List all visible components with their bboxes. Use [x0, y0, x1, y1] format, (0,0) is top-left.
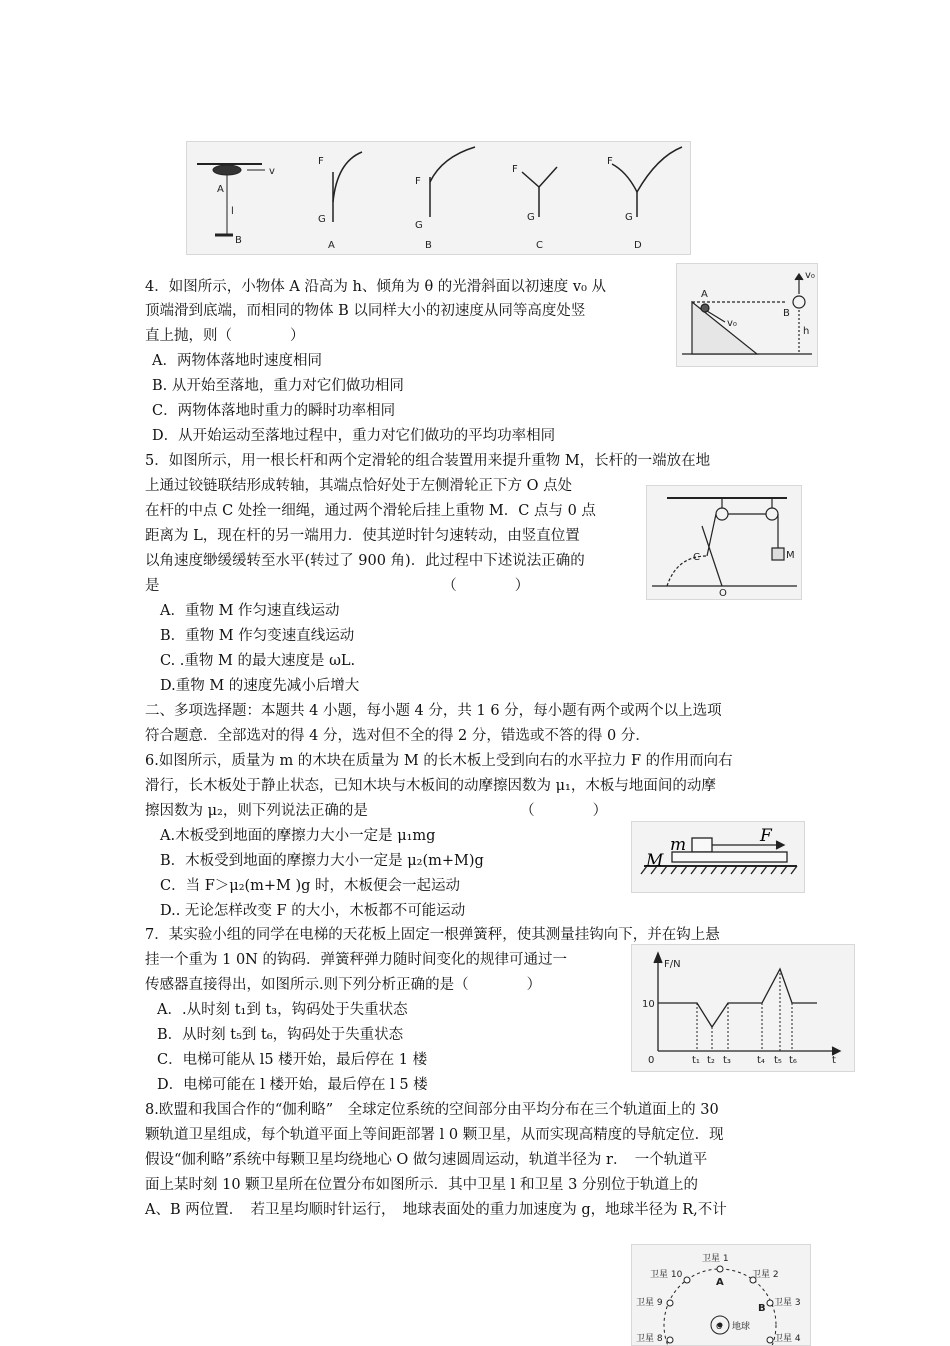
top-figure [186, 141, 691, 255]
q4-line-3: 直上抛，则（ ） [145, 328, 305, 344]
pulley-m-label: M [786, 550, 795, 561]
satellite-orbit-svg [632, 1245, 810, 1345]
earth-center-label: O [716, 1322, 723, 1331]
q5-option-d: D.重物 M 的速度先减小后增大 [160, 678, 360, 694]
graph-x-axis-label: t [832, 1055, 836, 1066]
graph-origin: 0 [648, 1055, 655, 1066]
diagram-c-label: C [536, 240, 543, 251]
orbit-a-label: A [716, 1277, 724, 1288]
q6-line-2: 滑行，长木板处于静止状态，已知木块与木板间的动摩擦因数为 μ₁，木板与地面间的动摩 [145, 778, 716, 794]
force-time-graph [632, 945, 854, 1071]
pulley-o-label: O [719, 588, 727, 599]
q4-line-1: 4．如图所示，小物体 A 沿高为 h、倾角为 θ 的光滑斜面以初速度 v₀ 从 [145, 279, 607, 295]
diagram-a-f: F [318, 156, 324, 167]
graph-tick-t5: t₅ [774, 1055, 782, 1066]
satellite-2-label: 卫星 2 [752, 1270, 779, 1280]
q8-line-3: 假设“伽利略”系统中每颗卫星均绕地心 O 做匀速圆周运动，轨道半径为 r． 一个轨道平 [145, 1152, 708, 1168]
q7-line-1: 7．某实验小组的同学在电梯的天花板上固定一根弹簧秤，使其测量挂钩向下，并在钩上悬 [145, 927, 720, 943]
incline-b-label: B [783, 308, 790, 319]
q7-option-c: C．电梯可能从 l5 楼开始，最后停在 1 楼 [157, 1052, 428, 1068]
q4-option-b: B. 从开始至落地，重力对它们做功相同 [152, 378, 404, 394]
pulley-svg [647, 486, 801, 599]
block-f-label: F [760, 826, 772, 846]
diagram-a-g: G [318, 214, 326, 225]
incline-h-label: h [803, 326, 810, 337]
graph-tick-t4: t₄ [757, 1055, 765, 1066]
q5-option-c: C. .重物 M 的最大速度是 ωL. [160, 653, 356, 669]
diagram-b-f: F [415, 176, 421, 187]
pulley-c-label: C [693, 552, 700, 563]
helicopter-b-label: B [235, 235, 242, 246]
diagram-a-label: A [328, 240, 335, 251]
q6-line-1: 6.如图所示，质量为 m 的木块在质量为 M 的长木板上受到向右的水平拉力 F 的作用而向右 [145, 753, 733, 769]
q5-option-a: A．重物 M 作匀速直线运动 [160, 603, 340, 619]
q5-option-b: B．重物 M 作匀变速直线运动 [160, 628, 355, 644]
q7-option-d: D．电梯可能在 l 楼开始，最后停在 l 5 楼 [157, 1077, 428, 1093]
diagram-d-f: F [607, 156, 613, 167]
graph-y-value: 10 [642, 999, 655, 1010]
q4-line-2: 顶端滑到底端，而相同的物体 B 以同样大小的初速度从同等高度处竖 [145, 303, 586, 319]
incline-v0-label: v₀ [727, 318, 737, 329]
vertical-v0-label: v₀ [805, 270, 815, 281]
helicopter-v-label: v [269, 166, 275, 177]
q4-option-a: A．两物体落地时速度相同 [152, 353, 322, 369]
q7-option-b: B．从时刻 t₅到 t₆，钩码处于失重状态 [157, 1027, 404, 1043]
satellite-8-label: 卫星 8 [636, 1334, 663, 1344]
graph-tick-t1: t₁ [692, 1055, 700, 1066]
graph-tick-t3: t₃ [723, 1055, 731, 1066]
q5-line-5: 以角速度缈缓缓转至水平(转过了 900 角)．此过程中下述说法正确的 [145, 553, 585, 569]
section2-line-2: 符合题意．全部选对的得 4 分，选对但不全的得 2 分，错选或不答的得 0 分． [145, 728, 650, 744]
satellite-10-label: 卫星 10 [650, 1270, 683, 1280]
diagram-d [612, 147, 682, 217]
diagram-b-label: B [425, 240, 432, 251]
orbit-b-label: B [758, 1303, 766, 1314]
helicopter-a-label: A [217, 184, 224, 195]
q7-option-a: A．.从时刻 t₁到 t₃，钩码处于失重状态 [157, 1002, 408, 1018]
block-board-svg [632, 822, 804, 892]
q6-option-d: D.. 无论怎样改变 F 的大小，木板都不可能运动 [160, 903, 466, 919]
q5-line-4: 距离为 L，现在杆的另一端用力．使其逆时针匀速转动，由竖直位置 [145, 528, 580, 544]
graph-tick-t2: t₂ [707, 1055, 715, 1066]
satellite-4-label: 卫星 4 [774, 1334, 801, 1344]
q7-line-3: 传感器直接得出，如图所示.则下列分析正确的是（ ） [145, 977, 542, 993]
diagram-b-g: G [415, 220, 423, 231]
helicopter-l-label: l [231, 206, 234, 217]
graph-y-axis-label: F/N [664, 959, 681, 970]
q5-line-6: 是 （ ） [145, 578, 530, 594]
q6-line-3: 擦因数为 μ₂，则下列说法正确的是 （ ） [145, 803, 608, 819]
q5-figure [646, 485, 802, 600]
incline-a-label: A [701, 289, 708, 300]
earth-label: 地球 [732, 1322, 751, 1332]
q6-figure [631, 821, 805, 893]
q8-line-5: A、B 两位置． 若卫星均顺时针运行， 地球表面处的重力加速度为 g，地球半径为 R,不计 [145, 1202, 727, 1218]
helicopter-icon [197, 164, 265, 235]
satellite-1-label: 卫星 1 [702, 1254, 729, 1264]
diagram-c-g: G [527, 212, 535, 223]
diagram-d-g: G [625, 212, 633, 223]
block-m-label: m [670, 835, 687, 855]
q8-line-4: 面上某时刻 10 颗卫星所在位置分布如图所示．其中卫星 l 和卫星 3 分别位于轨道上的 [145, 1177, 698, 1193]
q6-option-a: A.木板受到地面的摩擦力大小一定是 μ₁mg [160, 828, 436, 844]
board-m-label: M [646, 851, 664, 871]
q8-line-2: 颗轨道卫星组成，每个轨道平面上等间距部署 l 0 颗卫星，从而实现高精度的导航定位．现 [145, 1127, 724, 1143]
q5-line-1: 5．如图所示，用一根长杆和两个定滑轮的组合装置用来提升重物 M，长杆的一端放在地 [145, 453, 711, 469]
q6-option-b: B．木板受到地面的摩擦力大小一定是 μ₂(m+M)g [160, 853, 484, 869]
q7-figure [631, 944, 855, 1072]
diagram-d-label: D [634, 240, 642, 251]
q5-line-3: 在杆的中点 C 处拴一细绳，通过两个滑轮后挂上重物 M．C 点与 0 点 [145, 503, 596, 519]
diagram-a [333, 152, 362, 222]
diagram-c [522, 167, 557, 217]
q8-line-1: 8.欧盟和我国合作的“伽利略” 全球定位系统的空间部分由平均分布在三个轨道面上的 30 [145, 1102, 719, 1118]
q6-option-c: C．当 F＞μ₂(m+M )g 时，木板便会一起运动 [160, 878, 461, 894]
section2-line-1: 二、多项选择题：本题共 4 小题，每小题 4 分，共 1 6 分，每小题有两个或两个以上选项 [145, 703, 722, 719]
satellite-3-label: 卫星 3 [774, 1298, 801, 1308]
q5-line-2: 上通过铰链联结形成转轴，其端点恰好处于左侧滑轮正下方 O 点处 [145, 478, 573, 494]
incline-svg [677, 264, 817, 366]
q8-figure [631, 1244, 811, 1346]
q4-option-c: C．两物体落地时重力的瞬时功率相同 [152, 403, 396, 419]
q7-line-2: 挂一个重为 1 0N 的钩码．弹簧秤弹力随时间变化的规律可通过一 [145, 952, 567, 968]
q4-figure [676, 263, 818, 367]
q4-option-d: D．从开始运动至落地过程中，重力对它们做功的平均功率相同 [152, 428, 556, 444]
satellite-9-label: 卫星 9 [636, 1298, 663, 1308]
diagram-b [430, 147, 475, 217]
diagram-c-f: F [512, 164, 518, 175]
force-diagrams-svg [187, 142, 690, 254]
graph-tick-t6: t₆ [789, 1055, 797, 1066]
